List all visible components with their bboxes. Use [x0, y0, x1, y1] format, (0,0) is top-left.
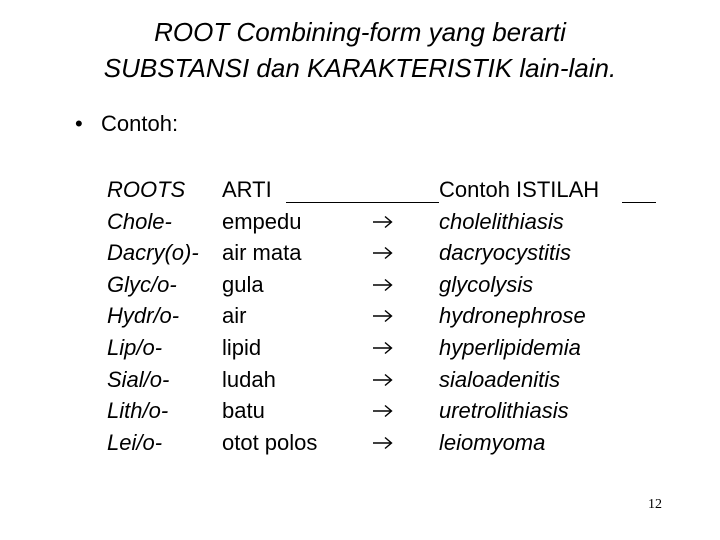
page-number: 12: [648, 497, 662, 512]
istilah-cell: sialoadenitis: [439, 366, 561, 392]
table-row: [0, 395, 720, 427]
title-line-2: SUBSTANSI dan KARAKTERISTIK lain-lain.: [103, 53, 617, 83]
right-arrow-icon: [372, 395, 394, 427]
istilah-cell: cholelithiasis: [439, 208, 564, 234]
arti-cell: batu: [222, 398, 265, 424]
table-header-row: [0, 174, 720, 206]
header-arti: ARTI: [222, 177, 272, 202]
right-arrow-icon: [372, 300, 394, 332]
root-cell: Lith/o-: [107, 398, 169, 424]
bullet-icon: •: [75, 111, 83, 136]
right-arrow-icon: [372, 427, 394, 459]
root-cell: Lei/o-: [107, 429, 163, 455]
arti-cell: gula: [222, 271, 264, 297]
right-arrow-icon: [372, 269, 394, 301]
header-contoh-istilah: Contoh ISTILAH: [439, 177, 600, 202]
right-arrow-icon: [372, 364, 394, 396]
istilah-cell: dacryocystitis: [439, 240, 572, 266]
istilah-cell: uretrolithiasis: [439, 398, 569, 424]
table-row: [0, 332, 720, 364]
table-row: [0, 237, 720, 269]
right-arrow-icon: [372, 206, 394, 238]
istilah-cell: hydronephrose: [439, 303, 586, 329]
table-row: [0, 269, 720, 301]
istilah-cell: leiomyoma: [439, 429, 546, 455]
bullet-contoh: [75, 110, 178, 138]
roots-table: [0, 174, 720, 458]
root-cell: Dacry(o)-: [107, 240, 199, 266]
table-row: [0, 364, 720, 396]
arti-cell: ludah: [222, 366, 276, 392]
table-body: [0, 206, 720, 459]
arti-cell: otot polos: [222, 429, 318, 455]
root-cell: Sial/o-: [107, 366, 170, 392]
arti-cell: air mata: [222, 240, 302, 266]
table-row: [0, 300, 720, 332]
arti-cell: air: [222, 303, 247, 329]
bullet-label: Contoh:: [101, 111, 179, 136]
header-underline-middle: [286, 202, 439, 203]
root-cell: Lip/o-: [107, 334, 163, 360]
right-arrow-icon: [372, 237, 394, 269]
table-row: [0, 206, 720, 238]
root-cell: Hydr/o-: [107, 303, 180, 329]
istilah-cell: glycolysis: [439, 271, 534, 297]
arti-cell: empedu: [222, 208, 302, 234]
root-cell: Chole-: [107, 208, 172, 234]
table-row: [0, 427, 720, 459]
header-underline-right: [622, 202, 656, 203]
right-arrow-icon: [372, 332, 394, 364]
root-cell: Glyc/o-: [107, 271, 177, 297]
arti-cell: lipid: [222, 334, 262, 360]
istilah-cell: hyperlipidemia: [439, 334, 581, 360]
slide-title: [0, 14, 720, 86]
header-roots: ROOTS: [107, 177, 186, 202]
title-line-1: ROOT Combining-form yang berarti: [154, 17, 566, 47]
